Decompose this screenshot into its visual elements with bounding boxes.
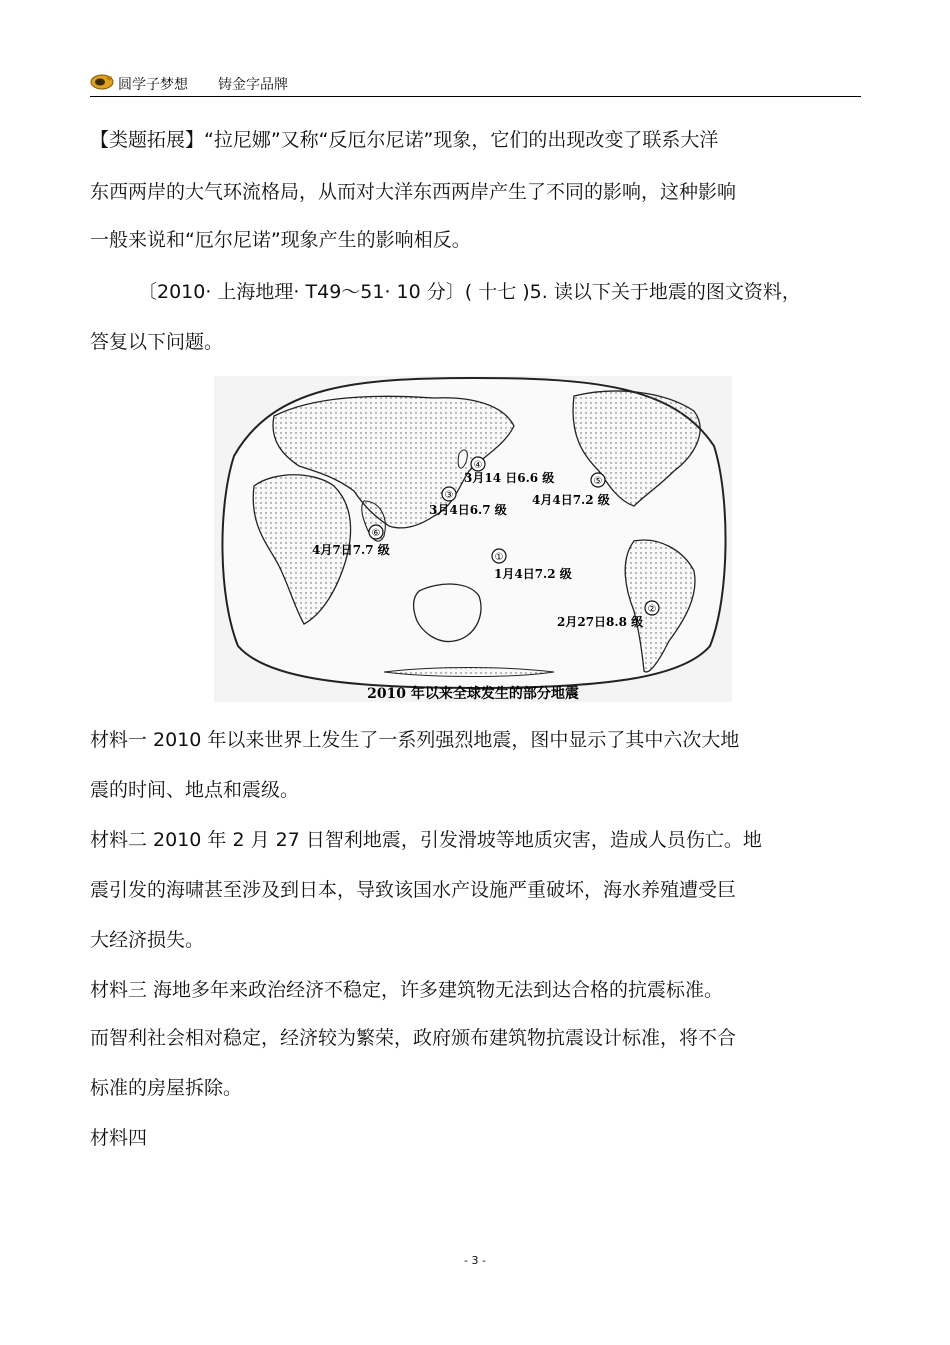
svg-text:①: ①	[494, 552, 504, 563]
material-line: 材料一 2010 年以来世界上发生了一系列强烈地震，图中显示了其中六次大地	[90, 729, 740, 751]
page-number: - 3 -	[464, 1254, 486, 1267]
material-line: 而智利社会相对稳定，经济较为繁荣，政府颁布建筑物抗震设计标准，将不合	[90, 1027, 737, 1049]
svg-text:3月4日6.7 级: 3月4日6.7 级	[429, 503, 507, 517]
svg-text:②: ②	[647, 604, 657, 615]
svg-text:3月14 日6.6 级: 3月14 日6.6 级	[464, 471, 555, 485]
header-slogan: 圆学子梦想	[118, 77, 188, 93]
material-line: 材料四	[90, 1127, 148, 1149]
map-caption: 2010 年以来全球发生的部分地震	[367, 686, 579, 702]
svg-text:⑤: ⑤	[593, 476, 603, 487]
logo-icon	[90, 74, 114, 90]
question-line: 答复以下问题。	[90, 331, 224, 353]
header-brand: 铸金字品牌	[218, 77, 288, 93]
paragraph-line: 一般来说和“厄尔尼诺”现象产生的影响相反。	[90, 229, 471, 251]
svg-text:4月4日7.2 级: 4月4日7.2 级	[532, 493, 610, 507]
paragraph-line: 东西两岸的大气环流格局，从而对大洋东西两岸产生了不同的影响，这种影响	[90, 181, 737, 203]
header-divider	[90, 96, 861, 97]
material-line: 标准的房屋拆除。	[90, 1077, 243, 1099]
svg-text:⑥: ⑥	[371, 528, 381, 539]
material-line: 大经济损失。	[90, 929, 205, 951]
material-line: 震引发的海啸甚至涉及到日本，导致该国水产设施严重破坏，海水养殖遭受巨	[90, 879, 737, 901]
svg-text:④: ④	[473, 460, 483, 471]
paragraph-line: 【类题拓展】“拉尼娜”又称“反厄尔尼诺”现象，它们的出现改变了联系大洋	[90, 129, 719, 151]
svg-text:③: ③	[444, 490, 454, 501]
svg-text:4月7日7.7 级: 4月7日7.7 级	[312, 543, 390, 557]
page-header	[90, 70, 860, 98]
world-map	[214, 376, 732, 702]
svg-text:2月27日8.8 级: 2月27日8.8 级	[557, 615, 644, 629]
earthquake-map-figure	[214, 376, 732, 702]
svg-text:1月4日7.2 级: 1月4日7.2 级	[494, 567, 572, 581]
material-line: 材料三 海地多年来政治经济不稳定，许多建筑物无法到达合格的抗震标准。	[90, 979, 724, 1001]
material-line: 材料二 2010 年 2 月 27 日智利地震，引发滑坡等地质灾害，造成人员伤亡。地	[90, 829, 762, 851]
question-line: 〔2010· 上海地理· T49～51· 10 分〕( 十七 )5. 读以下关于地震的图文资料，	[138, 281, 801, 303]
material-line: 震的时间、地点和震级。	[90, 779, 300, 801]
